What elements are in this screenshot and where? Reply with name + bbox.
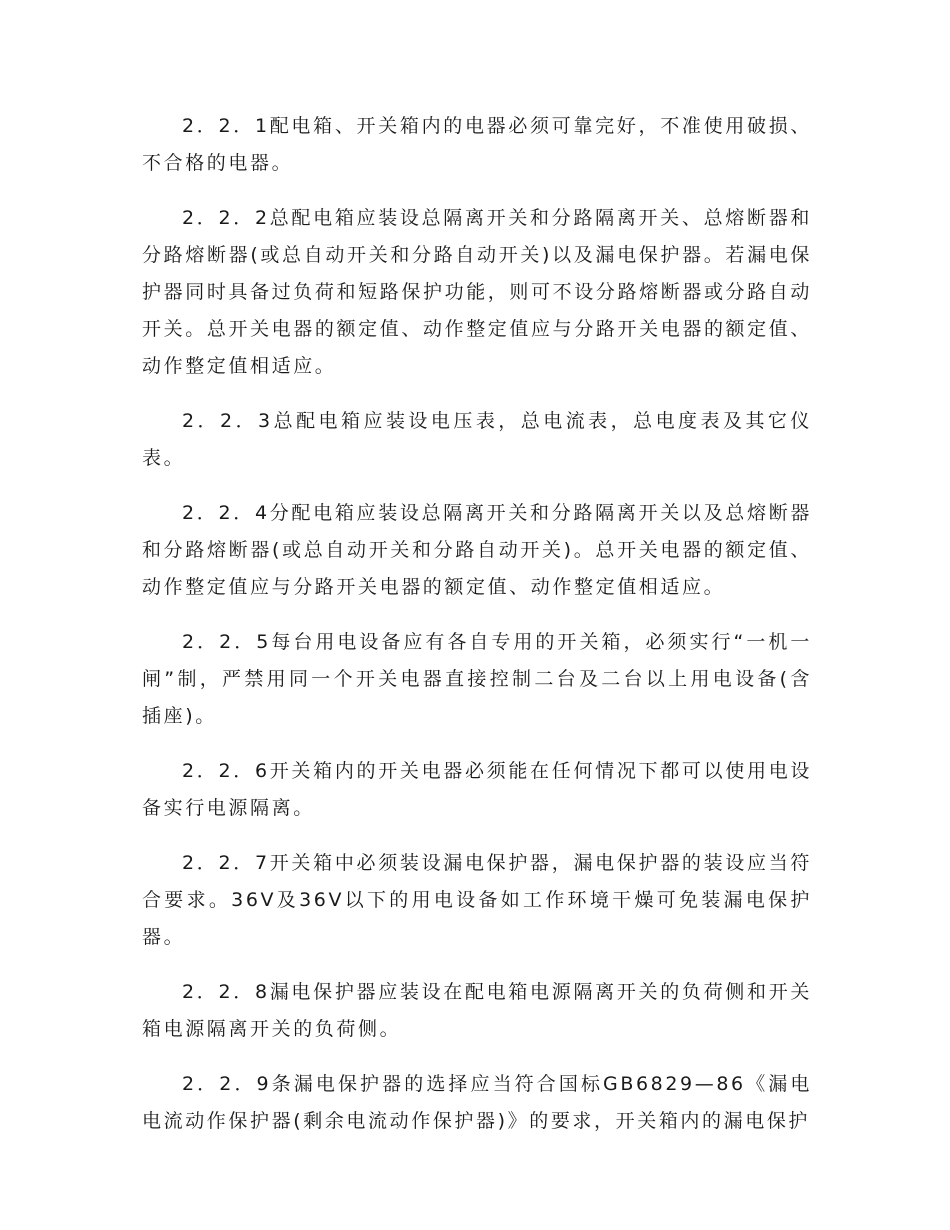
paragraph-2-2-4: 2．2．4分配电箱应装设总隔离开关和分路隔离开关以及总熔断器和分路熔断器(或总自动开关和分路自动开关)。总开关电器的额定值、动作整定值应与分路开关电器的额定值、动作整定值相适应。 (142, 502, 812, 598)
paragraph-2-2-2: 2．2．2总配电箱应装设总隔离开关和分路隔离开关、总熔断器和分路熔断器(或总自动开关和分路自动开关)以及漏电保护器。若漏电保护器同时具备过负荷和短路保护功能，则可不设分路熔断器或分路自动开关。总开关电器的额定值、动作整定值应与分路开关电器的额定值、动作整定值相适应。 (142, 207, 812, 377)
paragraph-2-2-6: 2．2．6开关箱内的开关电器必须能在任何情况下都可以使用电设备实行电源隔离。 (142, 760, 812, 819)
document-body (142, 108, 812, 1158)
paragraph-2-2-9: 2．2．9条漏电保护器的选择应当符合国标GB6829—86《漏电电流动作保护器(剩余电流动作保护器)》的要求，开关箱内的漏电保护 (142, 1073, 812, 1132)
paragraph-2-2-3: 2．2．3总配电箱应装设电压表，总电流表，总电度表及其它仪表。 (142, 410, 812, 469)
paragraph-2-2-5: 2．2．5每台用电设备应有各自专用的开关箱，必须实行“一机一闸”制，严禁用同一个开关电器直接控制二台及二台以上用电设备(含插座)。 (142, 631, 812, 727)
paragraph-2-2-8: 2．2．8漏电保护器应装设在配电箱电源隔离开关的负荷侧和开关箱电源隔离开关的负荷侧。 (142, 981, 812, 1040)
paragraph-2-2-1: 2．2．1配电箱、开关箱内的电器必须可靠完好，不准使用破损、不合格的电器。 (142, 115, 812, 174)
paragraph-2-2-7: 2．2．7开关箱中必须装设漏电保护器，漏电保护器的装设应当符合要求。36V及36V以下的用电设备如工作环境干燥可免装漏电保护器。 (142, 852, 812, 948)
